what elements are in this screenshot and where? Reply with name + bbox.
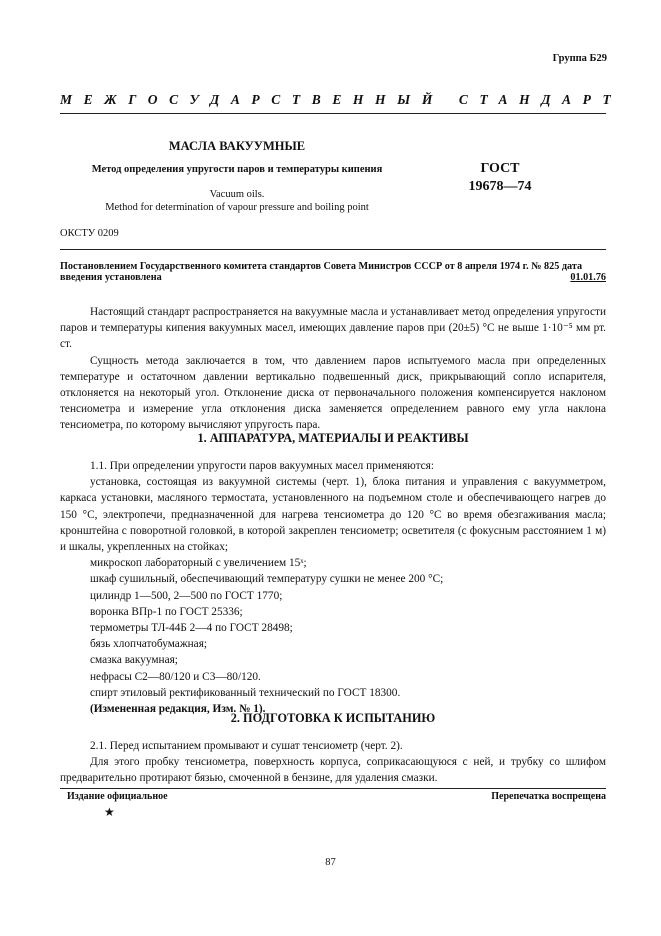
list-item: установка, состоящая из вакуумной системы (черт. 1), блока питания и управления с вакуумметром, каркаса установки, масляного термостата, установленного на подъемном столе и обеспечивающего нагрев до 150 °С, электропечи, предназначенной для нагрева тенсиометра до 120 °С во время обезгаживания масла; кронштейна с поворотной головкой, в которой закреплен тенсиометр; осветителя (с фокусным расстоянием 1 м) и шкалы, укрепленных на стойках; (60, 476, 606, 554)
page-number: 87 (325, 857, 336, 868)
group-label: Группа Б29 (552, 53, 607, 64)
star-icon: ★ (104, 805, 115, 819)
list-item: термометры ТЛ-44Б 2—4 по ГОСТ 28498; (90, 622, 293, 635)
list-item: микроскоп лабораторный с увеличением 15ˣ; (90, 557, 307, 570)
list-item: воронка ВПр-1 по ГОСТ 25336; (90, 605, 243, 618)
section-2-body (60, 738, 606, 787)
reprint-prohibited-label: Перепечатка воспрещена (491, 791, 606, 802)
middle-divider (60, 249, 606, 250)
section-2-lead: 2.1. Перед испытанием промывают и сушат тенсиометр (черт. 2). (90, 740, 403, 752)
section-1-body (60, 458, 606, 717)
top-divider (60, 113, 606, 114)
english-title: Vacuum oils. (209, 189, 265, 200)
section-1-lead: 1.1. При определении упругости паров вакуумных масел применяются: (90, 460, 434, 472)
list-item: бязь хлопчатобумажная; (90, 638, 208, 651)
document-title: МАСЛА ВАКУУМНЫЕ (168, 139, 306, 153)
list-item: спирт этиловый ректификованный технический по ГОСТ 18300. (90, 686, 401, 699)
official-edition-label: Издание официальное (67, 791, 168, 802)
standard-banner: МЕЖГОСУДАРСТВЕННЫЙ СТАНДАРТ (60, 92, 623, 107)
gost-number: 19678—74 (468, 179, 532, 194)
section-2-paragraph: Для этого пробку тенсиометра, поверхность корпуса, соприкасающуюся с ней, и трубку со шлифом предварительно протирают бязью, смоченной в бензине, для удаления смазки. (60, 756, 606, 785)
intro-paragraph: Сущность метода заключается в том, что давлением паров испытуемого масла при определенных температуре и остаточном давлении вертикально подвешенный диск, прикрывающий сопло испарителя, отклоняется на некоторый угол. Отклонение диска от первоначального положения компенсируется наклоном тенсиометра и измерение угла отклонения диска заменяется определением равного ему угла наклона тенсиометра, по которому вычисляют упругость пара. (60, 354, 606, 432)
decree-block (60, 261, 606, 283)
section-1-heading: 1. АППАРАТУРА, МАТЕРИАЛЫ И РЕАКТИВЫ (197, 431, 469, 445)
okstu-code: ОКСТУ 0209 (60, 228, 119, 239)
intro-section (60, 304, 606, 434)
gost-designation (450, 160, 550, 196)
english-subtitle: Method for determination of vapour pressure and boiling point (105, 202, 369, 213)
section-2-heading: 2. ПОДГОТОВКА К ИСПЫТАНИЮ (230, 711, 436, 725)
decree-text: Постановлением Государственного комитета стандартов Совета Министров СССР от 8 апреля 1974 г. № 825 дата введения установлена (60, 261, 583, 283)
bottom-divider (60, 788, 606, 789)
list-item: цилиндр 1—500, 2—500 по ГОСТ 1770; (90, 589, 283, 602)
intro-paragraph: Настоящий стандарт распространяется на вакуумные масла и устанавливает метод определения упругости паров и температуры кипения вакуумных масел, имеющих давление паров при (20±5) °С не выше 1·10⁻⁵ мм рт. ст. (60, 306, 606, 351)
list-item: шкаф сушильный, обеспечивающий температуру сушки не менее 200 °С; (90, 573, 444, 586)
amendment-note: (Измененная редакция, Изм. № 1). (90, 703, 266, 716)
list-item: нефрасы С2—80/120 и С3—80/120. (90, 670, 261, 683)
decree-date: 01.01.76 (570, 272, 606, 283)
gost-label: ГОСТ (480, 161, 520, 176)
document-subtitle: Метод определения упругости паров и температуры кипения (91, 164, 383, 175)
list-item: смазка вакуумная; (90, 654, 178, 667)
